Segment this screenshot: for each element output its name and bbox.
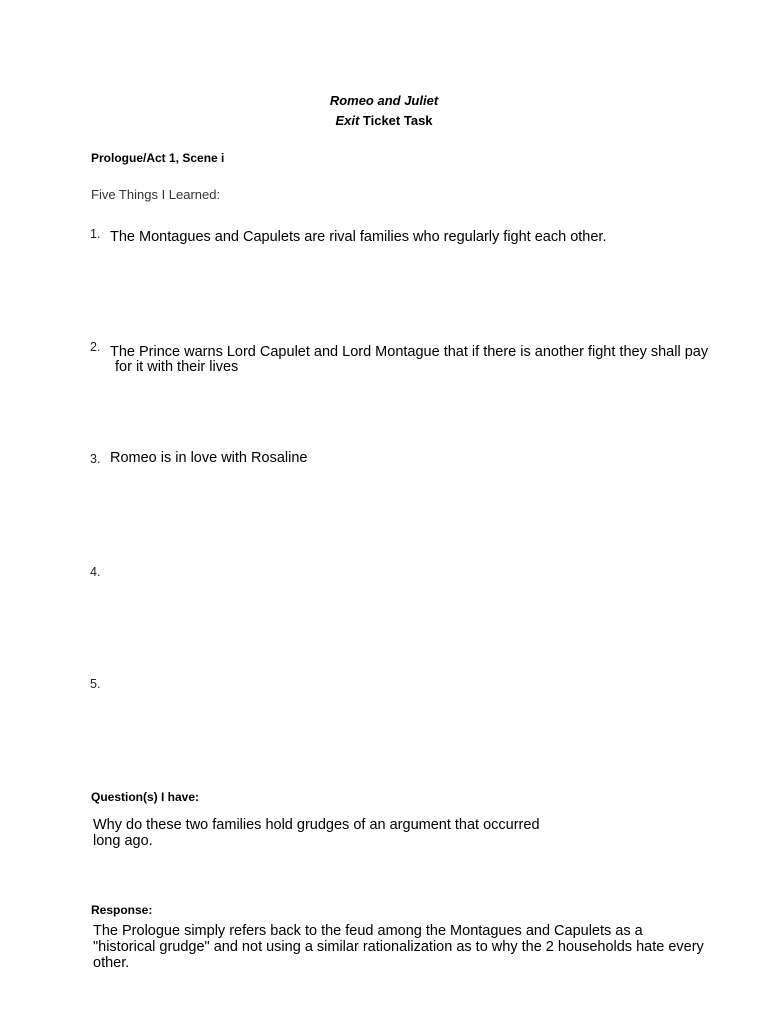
item-number-2: 2. (90, 340, 101, 354)
document-title: Romeo and Juliet (329, 93, 439, 108)
intro-label: Five Things I Learned: (91, 187, 221, 202)
item-text-3: Romeo is in love with Rosaline (110, 450, 308, 466)
questions-label: Question(s) I have: (91, 790, 200, 804)
subtitle-rest: Ticket Task (359, 113, 433, 128)
response-line-2: "historical grudge" and not using a similar rationalization as to why the 2 households hate every (93, 939, 704, 955)
subtitle-italic: Exit (335, 113, 360, 128)
item-text-1: The Montagues and Capulets are rival families who regularly fight each other. (110, 229, 607, 245)
item-number-5: 5. (90, 677, 101, 691)
question-line-1: Why do these two families hold grudges of an argument that occurred (93, 817, 540, 833)
document-subtitle (0, 113, 768, 128)
response-line-3: other. (93, 955, 130, 971)
item-number-4: 4. (90, 565, 101, 579)
question-line-2: long ago. (93, 833, 153, 849)
response-label: Response: (91, 903, 153, 917)
item-number-3: 3. (90, 452, 101, 466)
response-line-1: The Prologue simply refers back to the feud among the Montagues and Capulets as a (93, 923, 643, 939)
section-heading: Prologue/Act 1, Scene i (91, 151, 225, 165)
item-number-1: 1. (90, 227, 101, 241)
item-text-2-line2: for it with their lives (115, 359, 239, 375)
item-text-2-line1: The Prince warns Lord Capulet and Lord Montague that if there is another fight they shall pay (110, 344, 709, 360)
